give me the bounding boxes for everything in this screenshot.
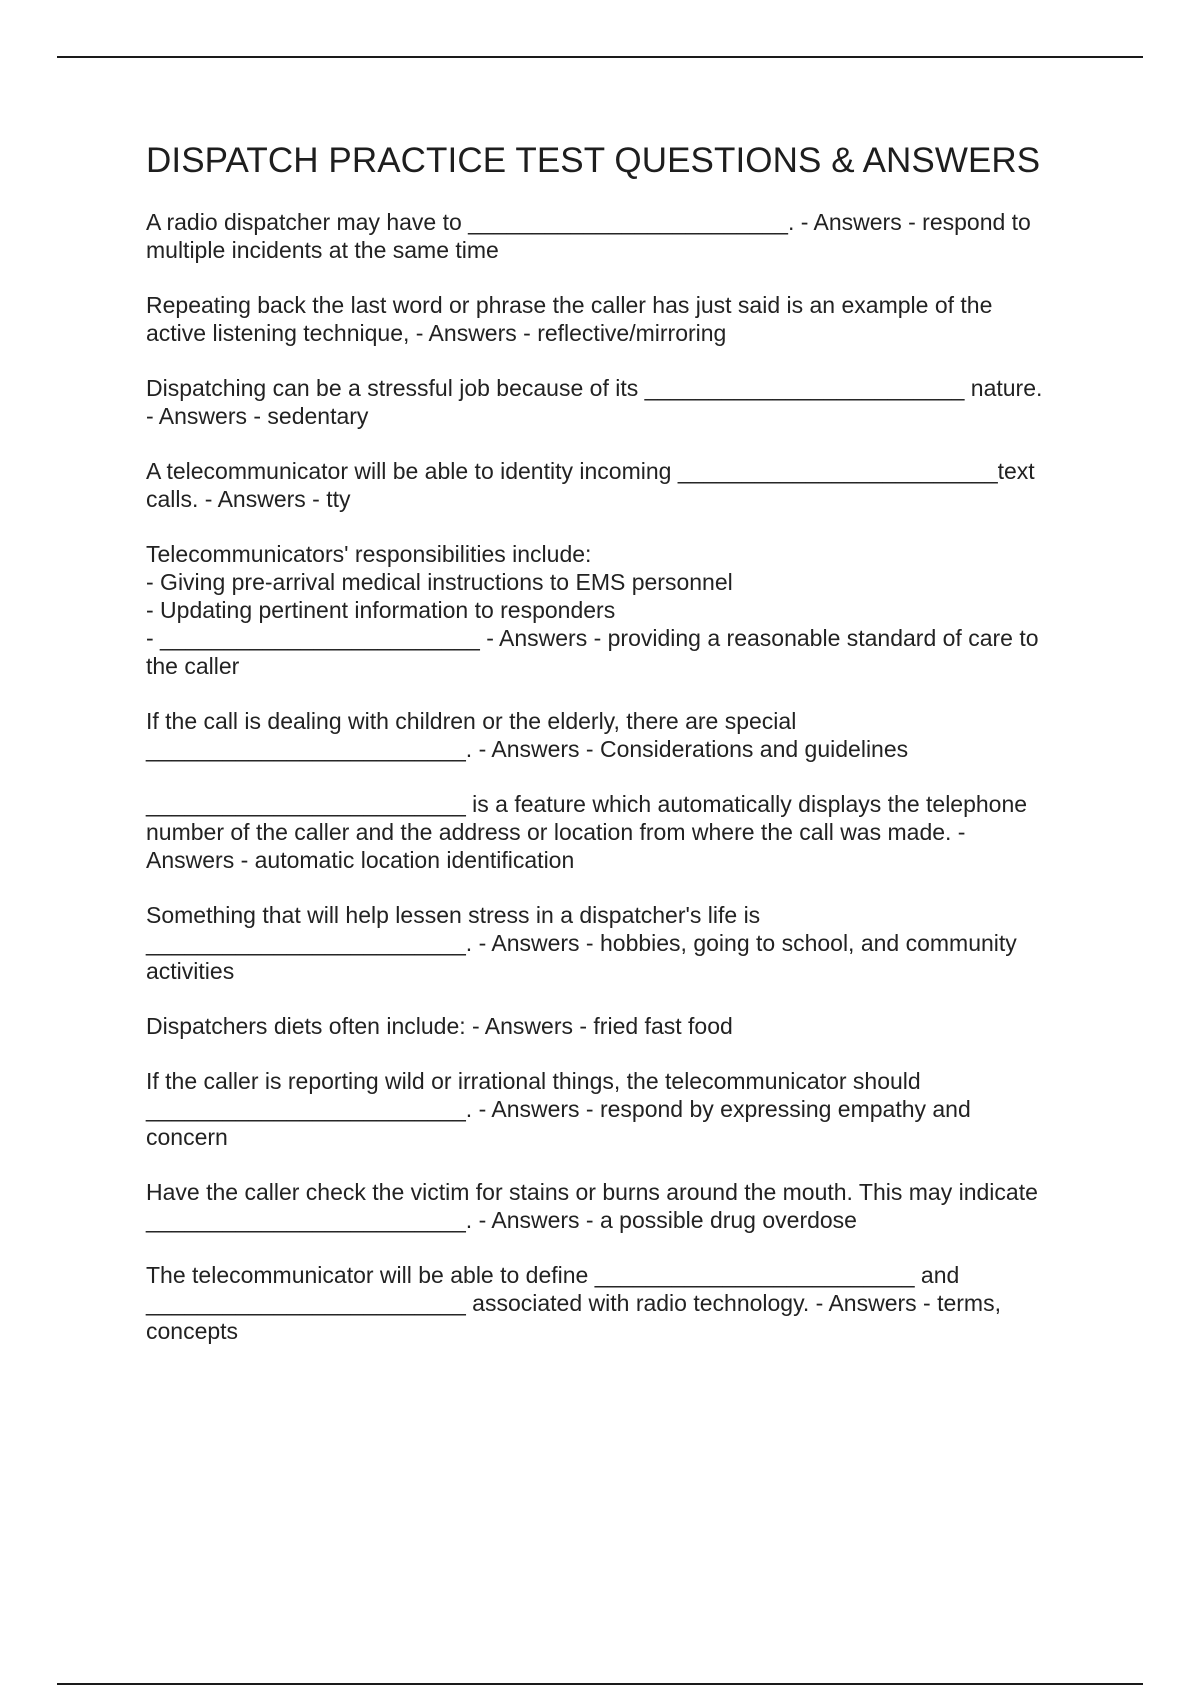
qa-item-1: A radio dispatcher may have to _________________________. - Answers - respond to multiple incidents at the same time [146, 209, 1031, 263]
qa-item-5: Telecommunicators' responsibilities include: - Giving pre-arrival medical instructions to EMS personnel - Updating pertinent information to responders - _________________________ - Answers - providing a reasonable standard of care to the caller [146, 541, 1039, 679]
document-title: DISPATCH PRACTICE TEST QUESTIONS & ANSWERS [146, 141, 1041, 180]
top-rule [57, 56, 1143, 58]
qa-item-4: A telecommunicator will be able to identity incoming _________________________text calls. - Answers - tty [146, 458, 1035, 512]
qa-item-9: Dispatchers diets often include: - Answers - fried fast food [146, 1013, 733, 1039]
document-body [146, 140, 1086, 1372]
qa-item-12: The telecommunicator will be able to define _________________________ and _________________________ associated with radio technology. - Answers - terms, concepts [146, 1262, 1001, 1344]
qa-item-3: Dispatching can be a stressful job because of its _________________________ nature. - Answers - sedentary [146, 375, 1043, 429]
qa-item-6: If the call is dealing with children or the elderly, there are special _________________________. - Answers - Considerations and guidelines [146, 708, 909, 762]
qa-item-11: Have the caller check the victim for stains or burns around the mouth. This may indicate _________________________. - Answers - a possible drug overdose [146, 1179, 1038, 1233]
qa-item-7: _________________________ is a feature which automatically displays the telephone number of the caller and the address or location from where the call was made. - Answers - automatic location identification [146, 791, 1028, 873]
bottom-rule [57, 1683, 1143, 1685]
qa-item-10: If the caller is reporting wild or irrational things, the telecommunicator should _________________________. - Answers - respond by expressing empathy and concern [146, 1068, 971, 1150]
qa-item-2: Repeating back the last word or phrase the caller has just said is an example of the active listening technique, - Answers - reflective/mirroring [146, 292, 993, 346]
qa-item-8: Something that will help lessen stress in a dispatcher's life is _________________________. - Answers - hobbies, going to school, and community activities [146, 902, 1017, 984]
